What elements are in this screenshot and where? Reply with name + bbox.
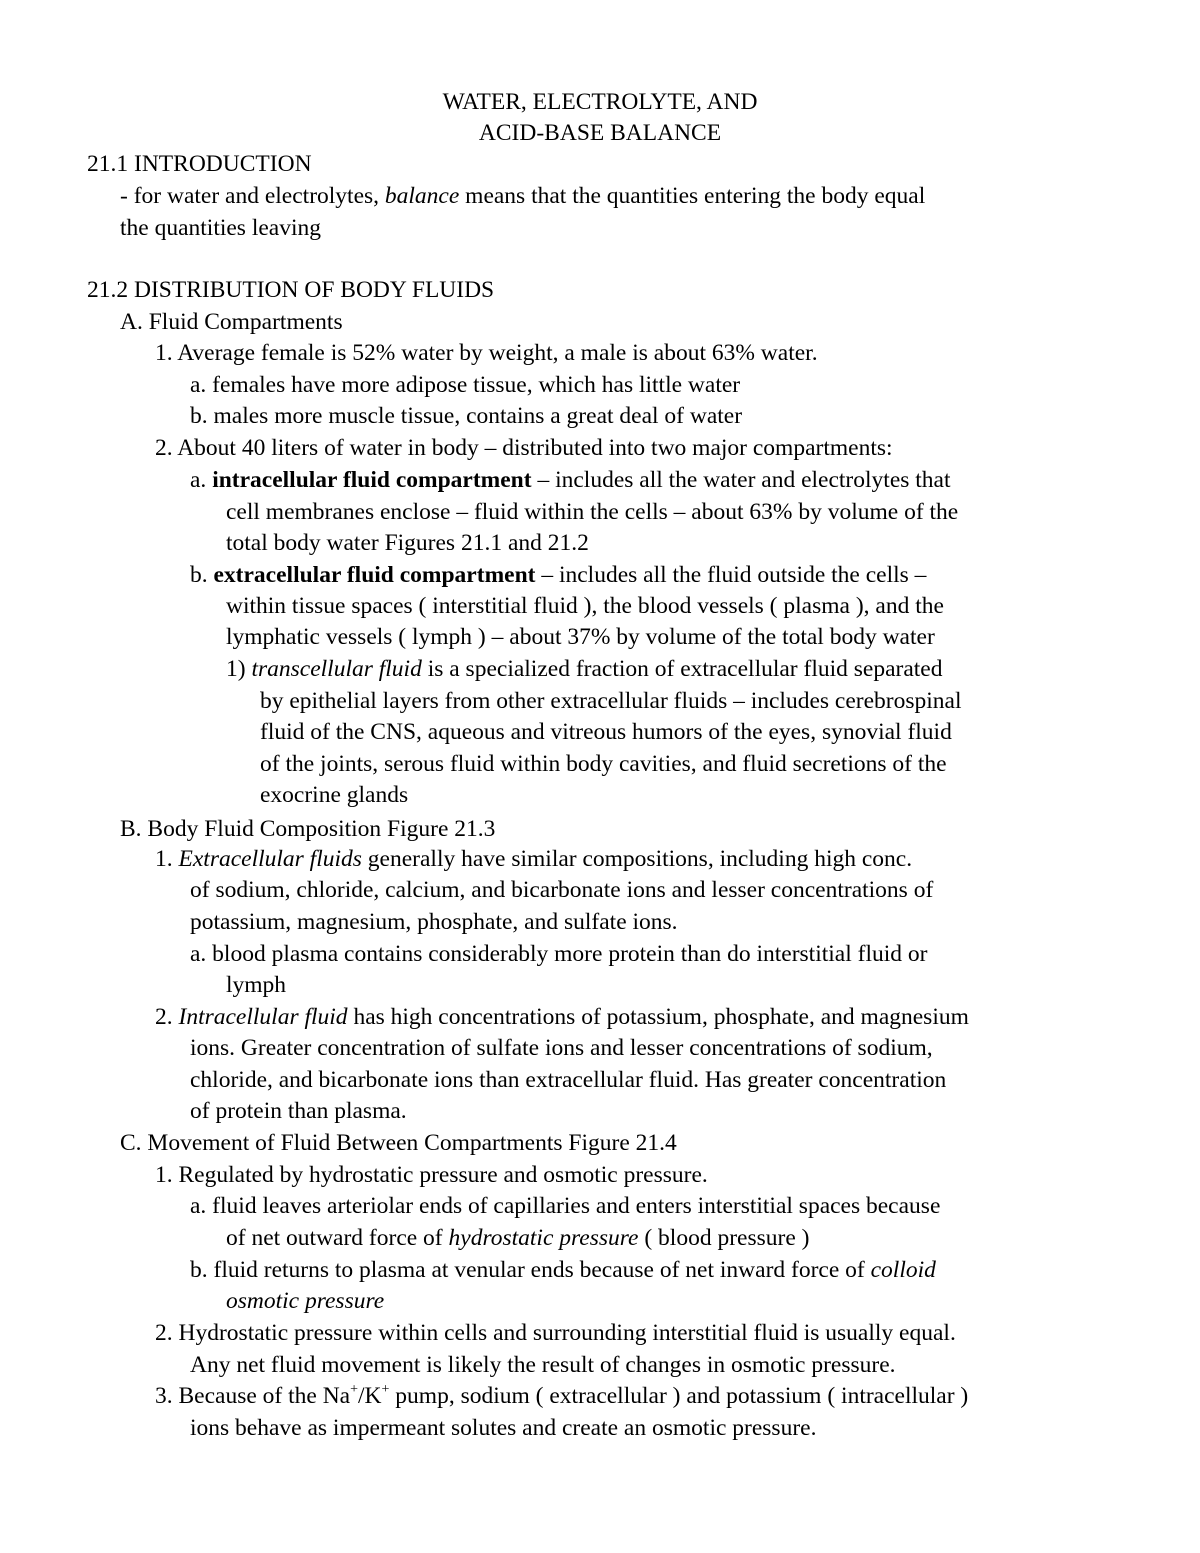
list-item-continuation: chloride, and bicarbonate ions than extracellular fluid. Has greater concentration [190,1067,947,1093]
intro-line-2: the quantities leaving [120,215,322,241]
list-item-continuation: of sodium, chloride, calcium, and bicarbonate ions and lesser concentrations of [190,877,934,903]
list-item-continuation: of protein than plasma. [190,1098,407,1124]
term-extracellular-fluids: Extracellular fluids [178,846,362,872]
list-item: 2. Hydrostatic pressure within cells and surrounding interstitial fluid is usually equal. [155,1320,956,1346]
list-item-continuation: within tissue spaces ( interstitial fluid ), the blood vessels ( plasma ), and the [226,593,944,619]
term-extracellular-fluid-compartment: extracellular fluid compartment [213,562,536,588]
subsection-a-heading: A. Fluid Compartments [120,309,343,335]
list-item: 1. Average female is 52% water by weight, a male is about 63% water. [155,340,818,366]
list-item-continuation: ions behave as impermeant solutes and create an osmotic pressure. [190,1415,817,1441]
list-item-continuation: cell membranes enclose – fluid within the cells – about 63% by volume of the [226,499,959,525]
list-item: b. extracellular fluid compartment – includes all the fluid outside the cells – [190,562,927,588]
list-item: 3. Because of the Na+/K+ pump, sodium ( extracellular ) and potassium ( intracellular ) [155,1382,969,1409]
list-item-continuation: Any net fluid movement is likely the result of changes in osmotic pressure. [190,1352,896,1378]
list-item-continuation: ions. Greater concentration of sulfate ions and lesser concentrations of sodium, [190,1035,933,1061]
term-intracellular-fluid-compartment: intracellular fluid compartment [212,467,532,493]
list-item: 2. About 40 liters of water in body – distributed into two major compartments: [155,435,893,461]
term-osmotic-pressure: osmotic pressure [226,1288,385,1314]
list-item-continuation: of net outward force of hydrostatic pressure ( blood pressure ) [226,1225,810,1251]
list-item-continuation: of the joints, serous fluid within body cavities, and fluid secretions of the [260,751,947,777]
document-title-line-2: ACID-BASE BALANCE [478,120,722,146]
term-transcellular-fluid: transcellular fluid [251,656,422,682]
term-colloid: colloid [870,1257,936,1283]
term-intracellular-fluid: Intracellular fluid [178,1004,348,1030]
list-item: 2. Intracellular fluid has high concentrations of potassium, phosphate, and magnesium [155,1004,969,1030]
list-item: a. blood plasma contains considerably more protein than do interstitial fluid or [190,941,928,967]
list-item-continuation: fluid of the CNS, aqueous and vitreous humors of the eyes, synovial fluid [260,719,952,745]
list-item: 1. Regulated by hydrostatic pressure and osmotic pressure. [155,1162,708,1188]
list-item: a. intracellular fluid compartment – includes all the water and electrolytes that [190,467,951,493]
list-item-continuation: by epithelial layers from other extracellular fluids – includes cerebrospinal [260,688,962,714]
list-item: b. males more muscle tissue, contains a great deal of water [190,403,743,429]
subsection-b-heading: B. Body Fluid Composition Figure 21.3 [120,816,496,842]
list-item: a. fluid leaves arteriolar ends of capillaries and enters interstitial spaces because [190,1193,941,1219]
list-item: a. females have more adipose tissue, which has little water [190,372,741,398]
section-21-1-heading: 21.1 INTRODUCTION [87,151,312,177]
intro-line-1: - for water and electrolytes, balance means that the quantities entering the body equal [120,183,926,209]
list-item: 1) transcellular fluid is a specialized fraction of extracellular fluid separated [226,656,943,682]
list-item-continuation: lymphatic vessels ( lymph ) – about 37% by volume of the total body water [226,624,935,650]
term-hydrostatic-pressure: hydrostatic pressure [448,1225,639,1251]
list-item-continuation [226,1286,384,1316]
section-21-2-heading: 21.2 DISTRIBUTION OF BODY FLUIDS [87,277,495,303]
list-item: b. fluid returns to plasma at venular ends because of net inward force of colloid [190,1257,936,1283]
list-item-continuation: total body water Figures 21.1 and 21.2 [226,530,589,556]
list-item-continuation: potassium, magnesium, phosphate, and sulfate ions. [190,909,678,935]
term-balance: balance [384,183,460,209]
list-item: 1. Extracellular fluids generally have similar compositions, including high conc. [155,846,913,872]
subsection-c-heading: C. Movement of Fluid Between Compartments Figure 21.4 [120,1130,677,1156]
list-item-continuation: exocrine glands [260,782,409,808]
list-item-continuation: lymph [226,972,287,998]
document-title-line-1: WATER, ELECTROLYTE, AND [442,89,758,115]
